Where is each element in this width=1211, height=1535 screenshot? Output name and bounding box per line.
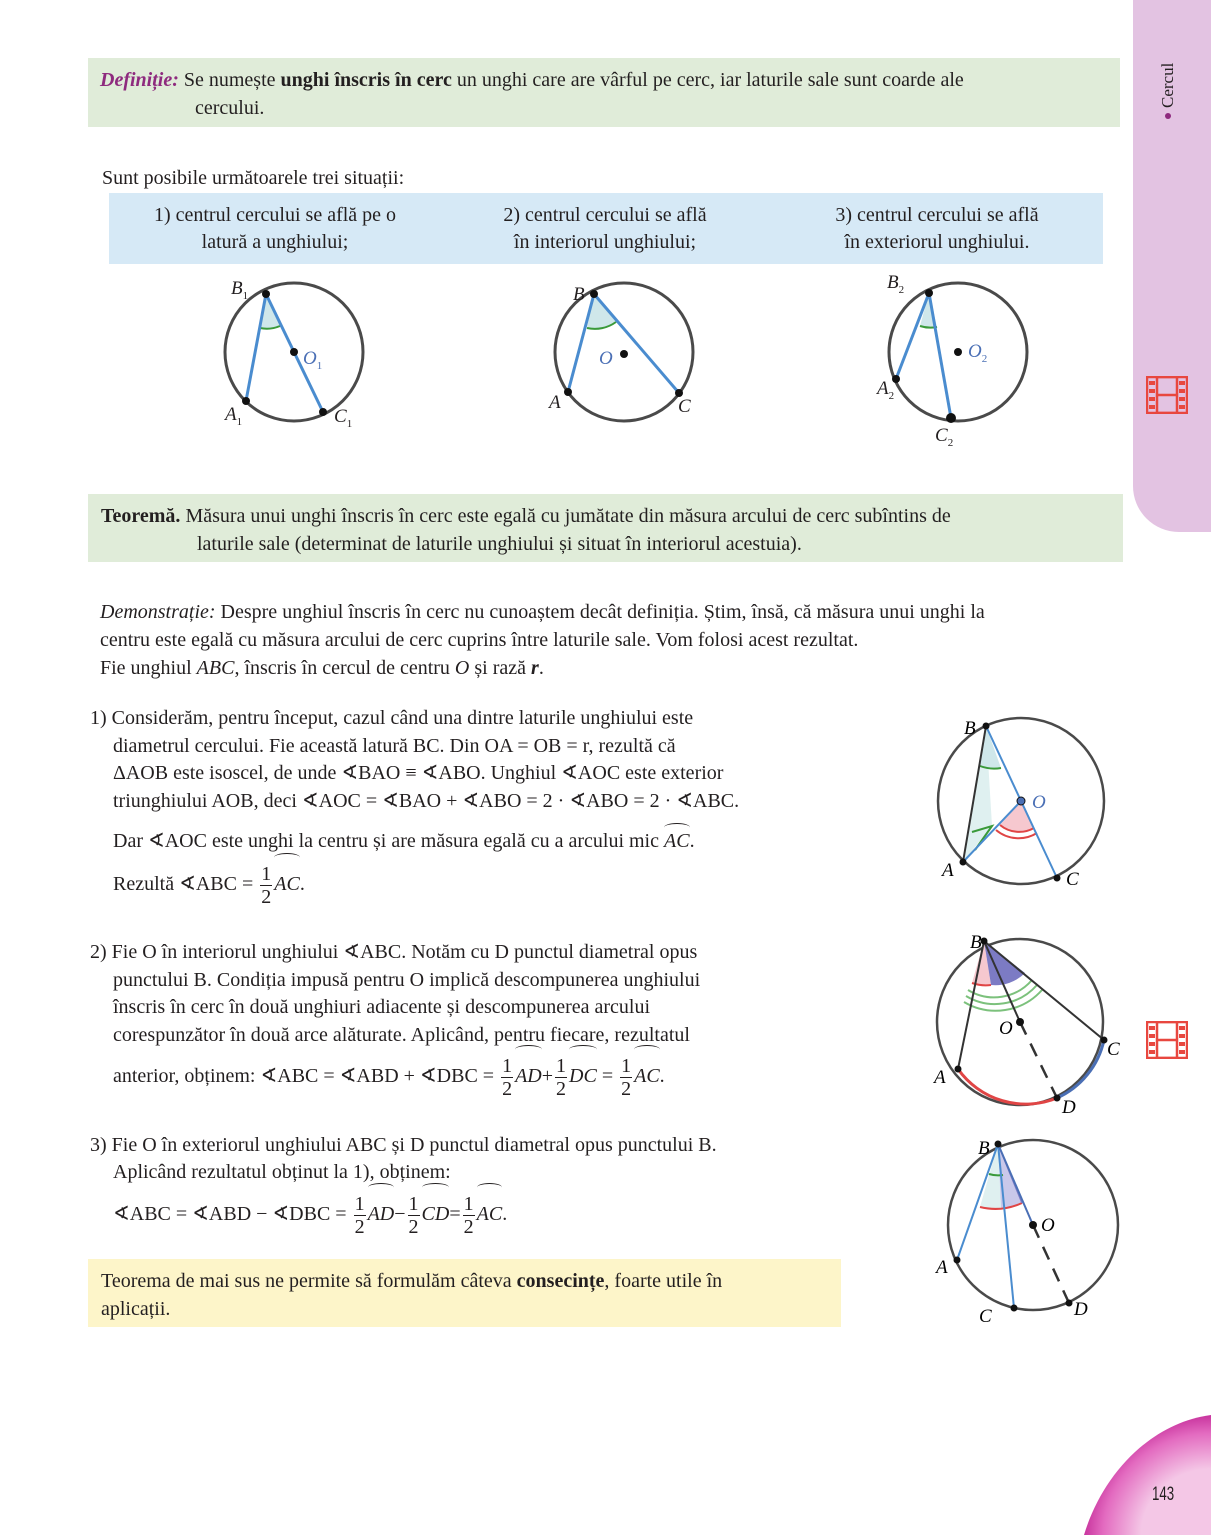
case1-line-3: ΔAOB este isoscel, de unde ∢BAO ≡ ∢ABO. Unghiul ∢AOC este exterior: [113, 762, 724, 784]
proof-line-2: centru este egală cu măsura arcului de cerc cuprins între laturile sale. Vom folosi acest rezultat.: [100, 629, 859, 651]
video-film-icon[interactable]: [1146, 1021, 1188, 1059]
svg-text:Cercul: Cercul: [1158, 62, 1177, 108]
svg-text:C2: $C_2$: [935, 425, 954, 449]
svg-text:C: C: [979, 1306, 992, 1327]
case3-line-3: ∢ABC = ∢ABD − ∢DBC = $\frac{1}{2}$ AD− $\frac{1}{2}$ CD= $\frac{1}{2}$ AC.: [113, 1188, 507, 1240]
theorem-term: Teoremă.: [101, 505, 181, 527]
definition-line-2: cercului.: [195, 97, 265, 119]
svg-text:D: D: [1074, 1299, 1088, 1320]
consequence-line-2: aplicații.: [101, 1298, 171, 1320]
svg-text:O1: $O_1$: [303, 348, 323, 372]
svg-text:O2: $O_2$: [968, 341, 988, 365]
svg-text:A1: $A_1$: [225, 404, 243, 428]
proof-line-1: Demonstrație: Despre unghiul înscris în cerc nu cunoaștem decât definiția. Știm, însă, că măsura unui unghi la: [100, 601, 985, 623]
svg-text:O: O: [1032, 792, 1046, 813]
figure-case-1: [930, 710, 1120, 895]
case1-line-4: triunghiului AOB, deci ∢AOC = ∢BAO + ∢ABO = 2 · ∢ABO = 2 · ∢ABC.: [113, 790, 740, 812]
theorem-line-1: Teoremă. Măsura unui unghi înscris în cerc este egală cu jumătate din măsura arcului de cerc subîntins de: [101, 505, 951, 527]
chapter-tab-label: [1157, 48, 1179, 122]
case2-line-5: anterior, obținem: ∢ABC = ∢ABD + ∢DBC = $\frac{1}{2}$ AD+ $\frac{1}{2}$ DC = $\frac{1}{2}$ AC.: [113, 1050, 665, 1102]
theorem-line-2: laturile sale (determinat de laturile unghiului și situat în interiorul acestuia).: [197, 533, 802, 555]
svg-text:C: C: [1107, 1039, 1120, 1060]
svg-text:O: O: [999, 1018, 1013, 1039]
case1-line-1: 1) Considerăm, pentru început, cazul când una dintre laturile unghiului este: [90, 707, 694, 729]
situation-2: 2) centrul cercului se află în interiorul unghiului;: [503, 204, 707, 253]
svg-text:B: B: [573, 284, 585, 305]
svg-text:B: B: [970, 932, 982, 953]
svg-text:A2: $A_2$: [877, 378, 895, 402]
svg-text:B1: $B_1$: [231, 278, 249, 302]
svg-text:A: A: [934, 1067, 946, 1088]
case3-line-1: 3) Fie O în exteriorul unghiului ABC și D punctul diametral opus punctului B.: [90, 1134, 717, 1156]
case3-line-2: Aplicând rezultatul obținut la 1), obținem:: [113, 1161, 451, 1183]
video-film-icon[interactable]: [1146, 376, 1188, 414]
figure-center-outside: [875, 265, 1045, 455]
page-number: 143: [1152, 1484, 1175, 1505]
situation-1: 1) centrul cercului se află pe o latură a unghiului;: [153, 204, 397, 253]
svg-text:A: A: [936, 1257, 948, 1278]
case2-line-4: corespunzător în două arce alăturate. Aplicând, pentru fiecare, rezultatul: [113, 1024, 690, 1046]
svg-text:O: O: [1041, 1215, 1055, 1236]
svg-text:B2: $B_2$: [887, 272, 905, 296]
case1-line-6: Rezultă ∢ABC = $\frac{1}{2}$ AC.: [113, 858, 305, 910]
figure-case-2: [930, 928, 1130, 1118]
svg-text:C: C: [1066, 869, 1079, 890]
situation-3: 3) centrul cercului se află în exteriorul unghiului.: [835, 204, 1039, 253]
svg-text:B: B: [964, 718, 976, 739]
proof-line-3: Fie unghiul ABC, înscris în cercul de centru O și rază r.: [100, 657, 544, 679]
case1-line-2: diametrul cercului. Fie această latură BC. Din OA = OB = r, rezultă că: [113, 735, 676, 757]
svg-text:C: C: [678, 396, 691, 417]
definition-term: Definiție:: [100, 69, 179, 91]
case2-line-1: 2) Fie O în interiorul unghiului ∢ABC. Notăm cu D punctul diametral opus: [90, 941, 698, 963]
case2-line-2: punctului B. Condiția impusă pentru O implică descompunerea unghiului: [113, 969, 701, 991]
svg-text:C1: $C_1$: [334, 406, 353, 430]
figure-center-inside: [545, 270, 715, 440]
svg-text:D: D: [1062, 1097, 1076, 1118]
definition-line-1: Definiție: Se numește unghi înscris în cerc un unghi care are vârful pe cerc, iar laturile sale sunt coarde ale: [100, 69, 964, 91]
svg-text:A: A: [942, 860, 954, 881]
svg-text:O: O: [599, 348, 613, 369]
svg-text:B: B: [978, 1138, 990, 1159]
case1-line-5: Dar ∢AOC este unghi la centru și are măsura egală cu a arcului mic AC.: [113, 828, 695, 855]
case2-line-3: înscris în cerc în două unghiuri adiacente și descompunerea arcului: [113, 996, 651, 1018]
page-corner-decoration: [1080, 1415, 1211, 1535]
figure-center-on-side: [215, 270, 385, 440]
consequence-line-1: Teorema de mai sus ne permite să formulăm câteva consecințe, foarte utile în: [101, 1270, 723, 1292]
svg-text:A: A: [549, 392, 561, 413]
figure-case-3: [930, 1132, 1130, 1332]
situations-intro: Sunt posibile următoarele trei situații:: [102, 167, 405, 189]
